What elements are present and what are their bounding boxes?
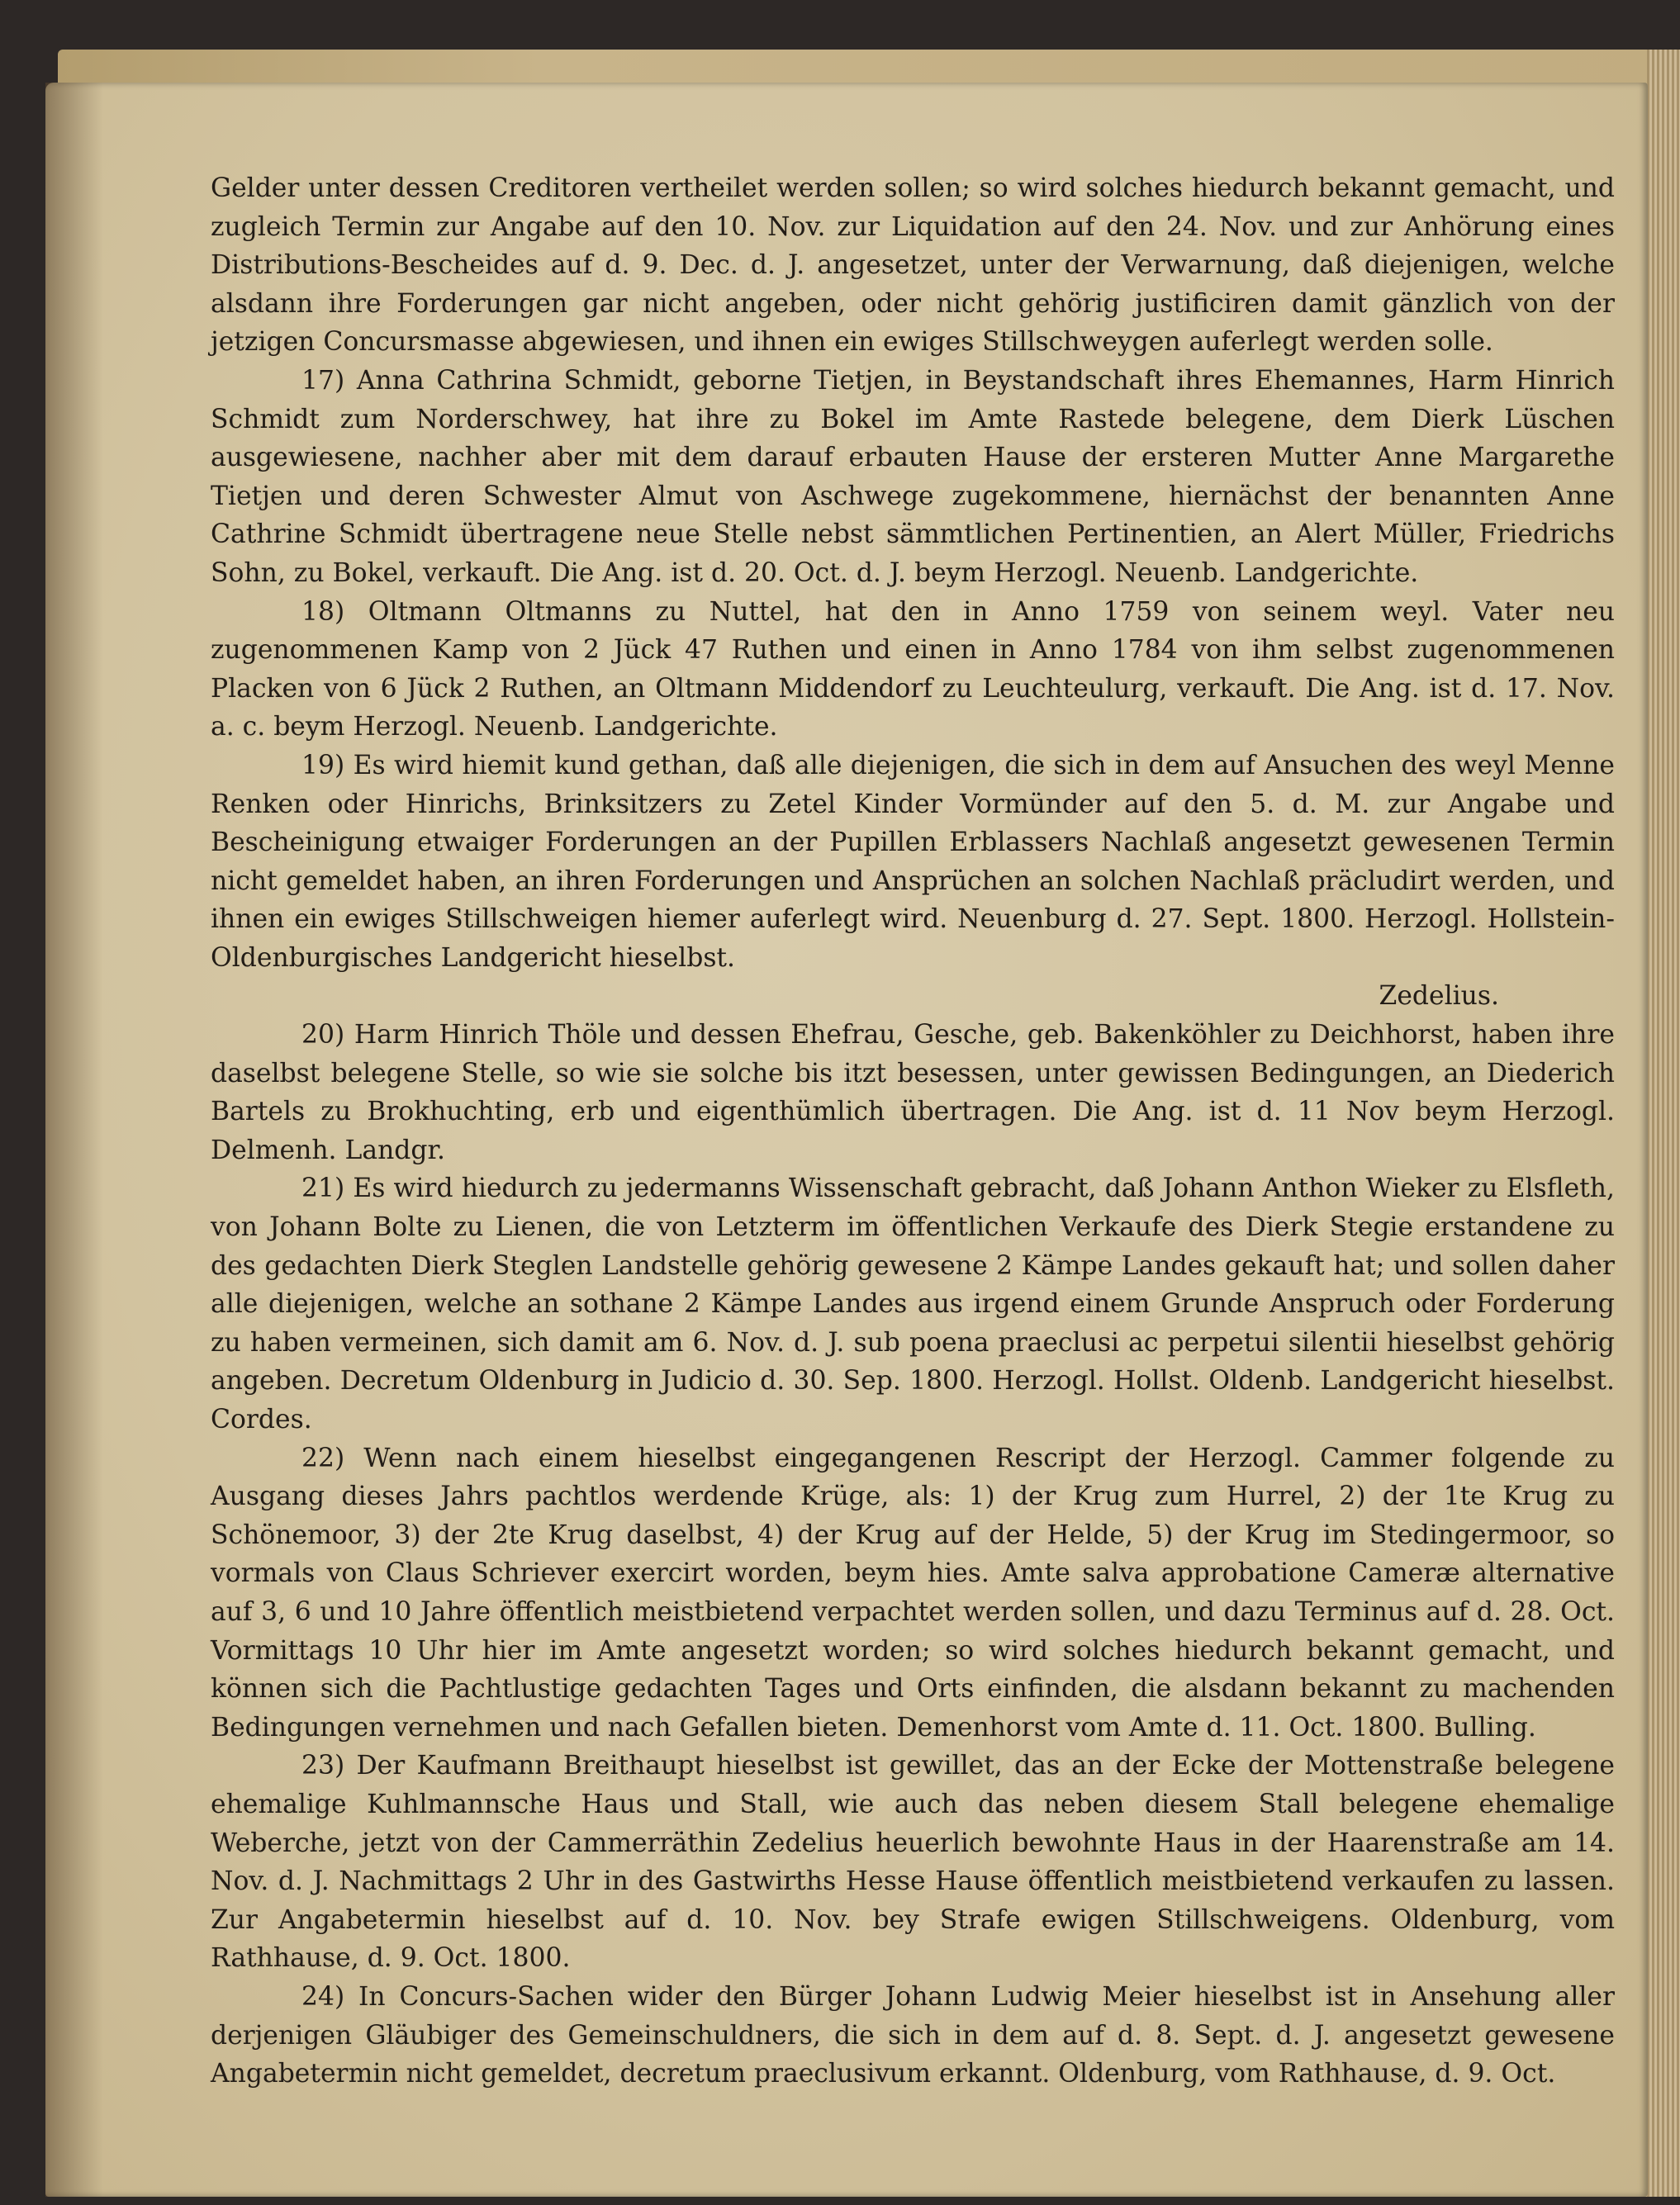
entry-21: 21) Es wird hiedurch zu jedermanns Wissenschaft gebracht, daß Johann Anthon Wieker zu Elsfleth, von Johann Bolte zu Lienen, die von Letzterm im öffentlichen Verkaufe des Dierk Stegie erstandene zu des gedachten Dierk Steglen Landstelle gehörig gewesene 2 Kämpe Landes gekauft hat; und sollen daher alle diejenigen, welche an sothane 2 Kämpe Landes aus irgend einem Grunde Anspruch oder Forderung zu haben vermeinen, sich damit am 6. Nov. d. J. sub poena praeclusi ac perpetui silentii hieselbst gehörig angeben. Decretum Oldenburg in Judicio d. 30. Sep. 1800. Herzogl. Hollst. Oldenb. Landgericht hieselbst. Cordes. bbox=[211, 1174, 1615, 1434]
entry-18: 18) Oltmann Oltmanns zu Nuttel, hat den in Anno 1759 von seinem weyl. Vater neu zugenommenen Kamp von 2 Jück 47 Ruthen und einen in Anno 1784 von ihm selbst zugenommenen Placken von 6 Jück 2 Ruthen, an Oltmann Middendorf zu Leuchteulurg, verkauft. Die Ang. ist d. 17. Nov. a. c. beym Herzogl. Neuenb. Landgerichte. bbox=[211, 596, 1615, 742]
entry-22: 22) Wenn nach einem hieselbst eingegangenen Rescript der Herzogl. Cammer folgende zu Ausgang dieses Jahrs pachtlos werdende Krüge, als: 1) der Krug zum Hurrel, 2) der 1te Krug zu Schönemoor, 3) der 2te Krug daselbst, 4) der Krug auf der Helde, 5) der Krug im Stedingermoor, so vormals von Claus Schriever exercirt worden, beym hies. Amte salva approbatione Cameræ alternative auf 3, 6 und 10 Jahre öffentlich meistbietend verpachtet werden sollen, und dazu Terminus auf d. 28. Oct. Vormittags 10 Uhr hier im Amte angesetzt worden; so wird solches hiedurch bekannt gemacht, und können sich die Pachtlustige gedachten Tages und Orts einfinden, die alsdann bekannt zu machenden Bedingungen vernehmen und nach Gefallen bieten. Demenhorst vom Amte d. 11. Oct. 1800. Bulling. bbox=[211, 1443, 1615, 1743]
entry-continuation: Gelder unter dessen Creditoren vertheilet werden sollen; so wird solches hiedurch bekannt gemacht, und zugleich Termin zur Angabe auf den 10. Nov. zur Liquidation auf den 24. Nov. und zur Anhörung eines Distributions-Bescheides auf d. 9. Dec. d. J. angesetzet, unter der Verwarnung, daß diejenigen, welche alsdann ihre Forderungen gar nicht angeben, oder nicht gehörig justificiren damit gänzlich von der jetzigen Concursmasse abgewiesen, und ihnen ein ewiges Stillschweygen auferlegt werden solle. bbox=[211, 173, 1615, 358]
page-text bbox=[211, 169, 1615, 2094]
entry-24: 24) In Concurs-Sachen wider den Bürger Johann Ludwig Meier hieselbst ist in Ansehung aller derjenigen Gläubiger des Gemeinschuldners, die sich in dem auf d. 8. Sept. d. J. angesetzt gewesene Angabetermin nicht gemeldet, decretum praeclusivum erkannt. Oldenburg, vom Rathhause, d. 9. Oct. bbox=[211, 1981, 1615, 2089]
entry-23: 23) Der Kaufmann Breithaupt hieselbst ist gewillet, das an der Ecke der Mottenstraße belegene ehemalige Kuhlmannsche Haus und Stall, wie auch das neben diesem Stall belegene ehemalige Weberche, jetzt von der Cammerräthin Zedelius heuerlich bewohnte Haus in der Haarenstraße am 14. Nov. d. J. Nachmittags 2 Uhr in des Gastwirths Hesse Hause öffentlich meistbietend verkaufen zu lassen. Zur Angabetermin hieselbst auf d. 10. Nov. bey Strafe ewigen Stillschweigens. Oldenburg, vom Rathhause, d. 9. Oct. 1800. bbox=[211, 1751, 1615, 1974]
gutter-shadow bbox=[45, 83, 103, 2197]
page-edges bbox=[1647, 50, 1680, 2197]
entry-19: 19) Es wird hiemit kund gethan, daß alle diejenigen, die sich in dem auf Ansuchen des weyl Menne Renken oder Hinrichs, Brinksitzers zu Zetel Kinder Vormünder auf den 5. d. M. zur Angabe und Bescheinigung etwaiger Forderungen an der Pupillen Erblassers Nachlaß angesetzt gewesenen Termin nicht gemeldet haben, an ihren Forderungen und Ansprüchen an solchen Nachlaß präcludirt werden, und ihnen ein ewiges Stillschweigen hiemer auferlegt wird. Neuenburg d. 27. Sept. 1800. Herzogl. Hollstein-Oldenburgisches Landgericht hieselbst. bbox=[211, 750, 1615, 973]
entry-20: 20) Harm Hinrich Thöle und dessen Ehefrau, Gesche, geb. Bakenköhler zu Deichhorst, haben ihre daselbst belegene Stelle, so wie sie solche bis itzt besessen, unter gewissen Bedingungen, an Diederich Bartels zu Brokhuchting, erb und eigenthümlich übertragen. Die Ang. ist d. 11 Nov beym Herzogl. Delmenh. Landgr. bbox=[211, 1020, 1615, 1165]
entry-19-signature: Zedelius. bbox=[1379, 981, 1499, 1012]
entry-17: 17) Anna Cathrina Schmidt, geborne Tietjen, in Beystandschaft ihres Ehemannes, Harm Hinrich Schmidt zum Norderschwey, hat ihre zu Bokel im Amte Rastede belegene, dem Dierk Lüschen ausgewiesene, nachher aber mit dem darauf erbauten Hause der ersteren Mutter Anne Margarethe Tietjen und deren Schwester Almut von Aschwege zugekommene, hiernächst der benannten Anne Cathrine Schmidt übertragene neue Stelle nebst sämmtlichen Pertinentien, an Alert Müller, Friedrichs Sohn, zu Bokel, verkauft. Die Ang. ist d. 20. Oct. d. J. beym Herzogl. Neuenb. Landgerichte. bbox=[211, 365, 1615, 588]
